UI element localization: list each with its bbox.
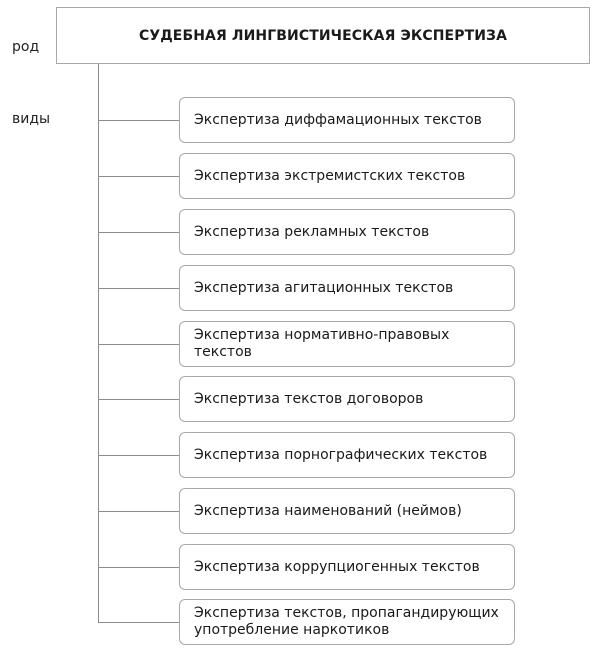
connector-line (98, 455, 179, 456)
type-node-contracts: Экспертиза текстов договоров (179, 376, 515, 422)
connector-line (98, 399, 179, 400)
root-node-title: СУДЕБНАЯ ЛИНГВИСТИЧЕСКАЯ ЭКСПЕРТИЗА (138, 27, 508, 44)
type-node-corruption: Экспертиза коррупциогенных текстов (179, 544, 515, 590)
type-node-legal-normative: Экспертиза нормативно-правовых текстов (179, 321, 515, 367)
connector-line (98, 176, 179, 177)
connector-line (98, 511, 179, 512)
connector-line (98, 120, 179, 121)
root-node (56, 7, 590, 64)
genus-label: род (12, 39, 40, 55)
type-node-pornographic: Экспертиза порнографических текстов (179, 432, 515, 478)
type-node-campaign: Экспертиза агитационных текстов (179, 265, 515, 311)
type-node-names: Экспертиза наименований (неймов) (179, 488, 515, 534)
type-node-defamation: Экспертиза диффамационных текстов (179, 97, 515, 143)
species-label: виды (12, 111, 51, 127)
connector-line (98, 567, 179, 568)
tree-trunk-line (98, 64, 99, 622)
type-node-extremist: Экспертиза экстремистских текстов (179, 153, 515, 199)
connector-line (98, 288, 179, 289)
connector-line (98, 232, 179, 233)
type-node-advertising: Экспертиза рекламных текстов (179, 209, 515, 255)
connector-line (98, 622, 179, 623)
type-node-drug-propaganda: Экспертиза текстов, пропагандирующих употребление наркотиков (179, 599, 515, 645)
connector-line (98, 344, 179, 345)
